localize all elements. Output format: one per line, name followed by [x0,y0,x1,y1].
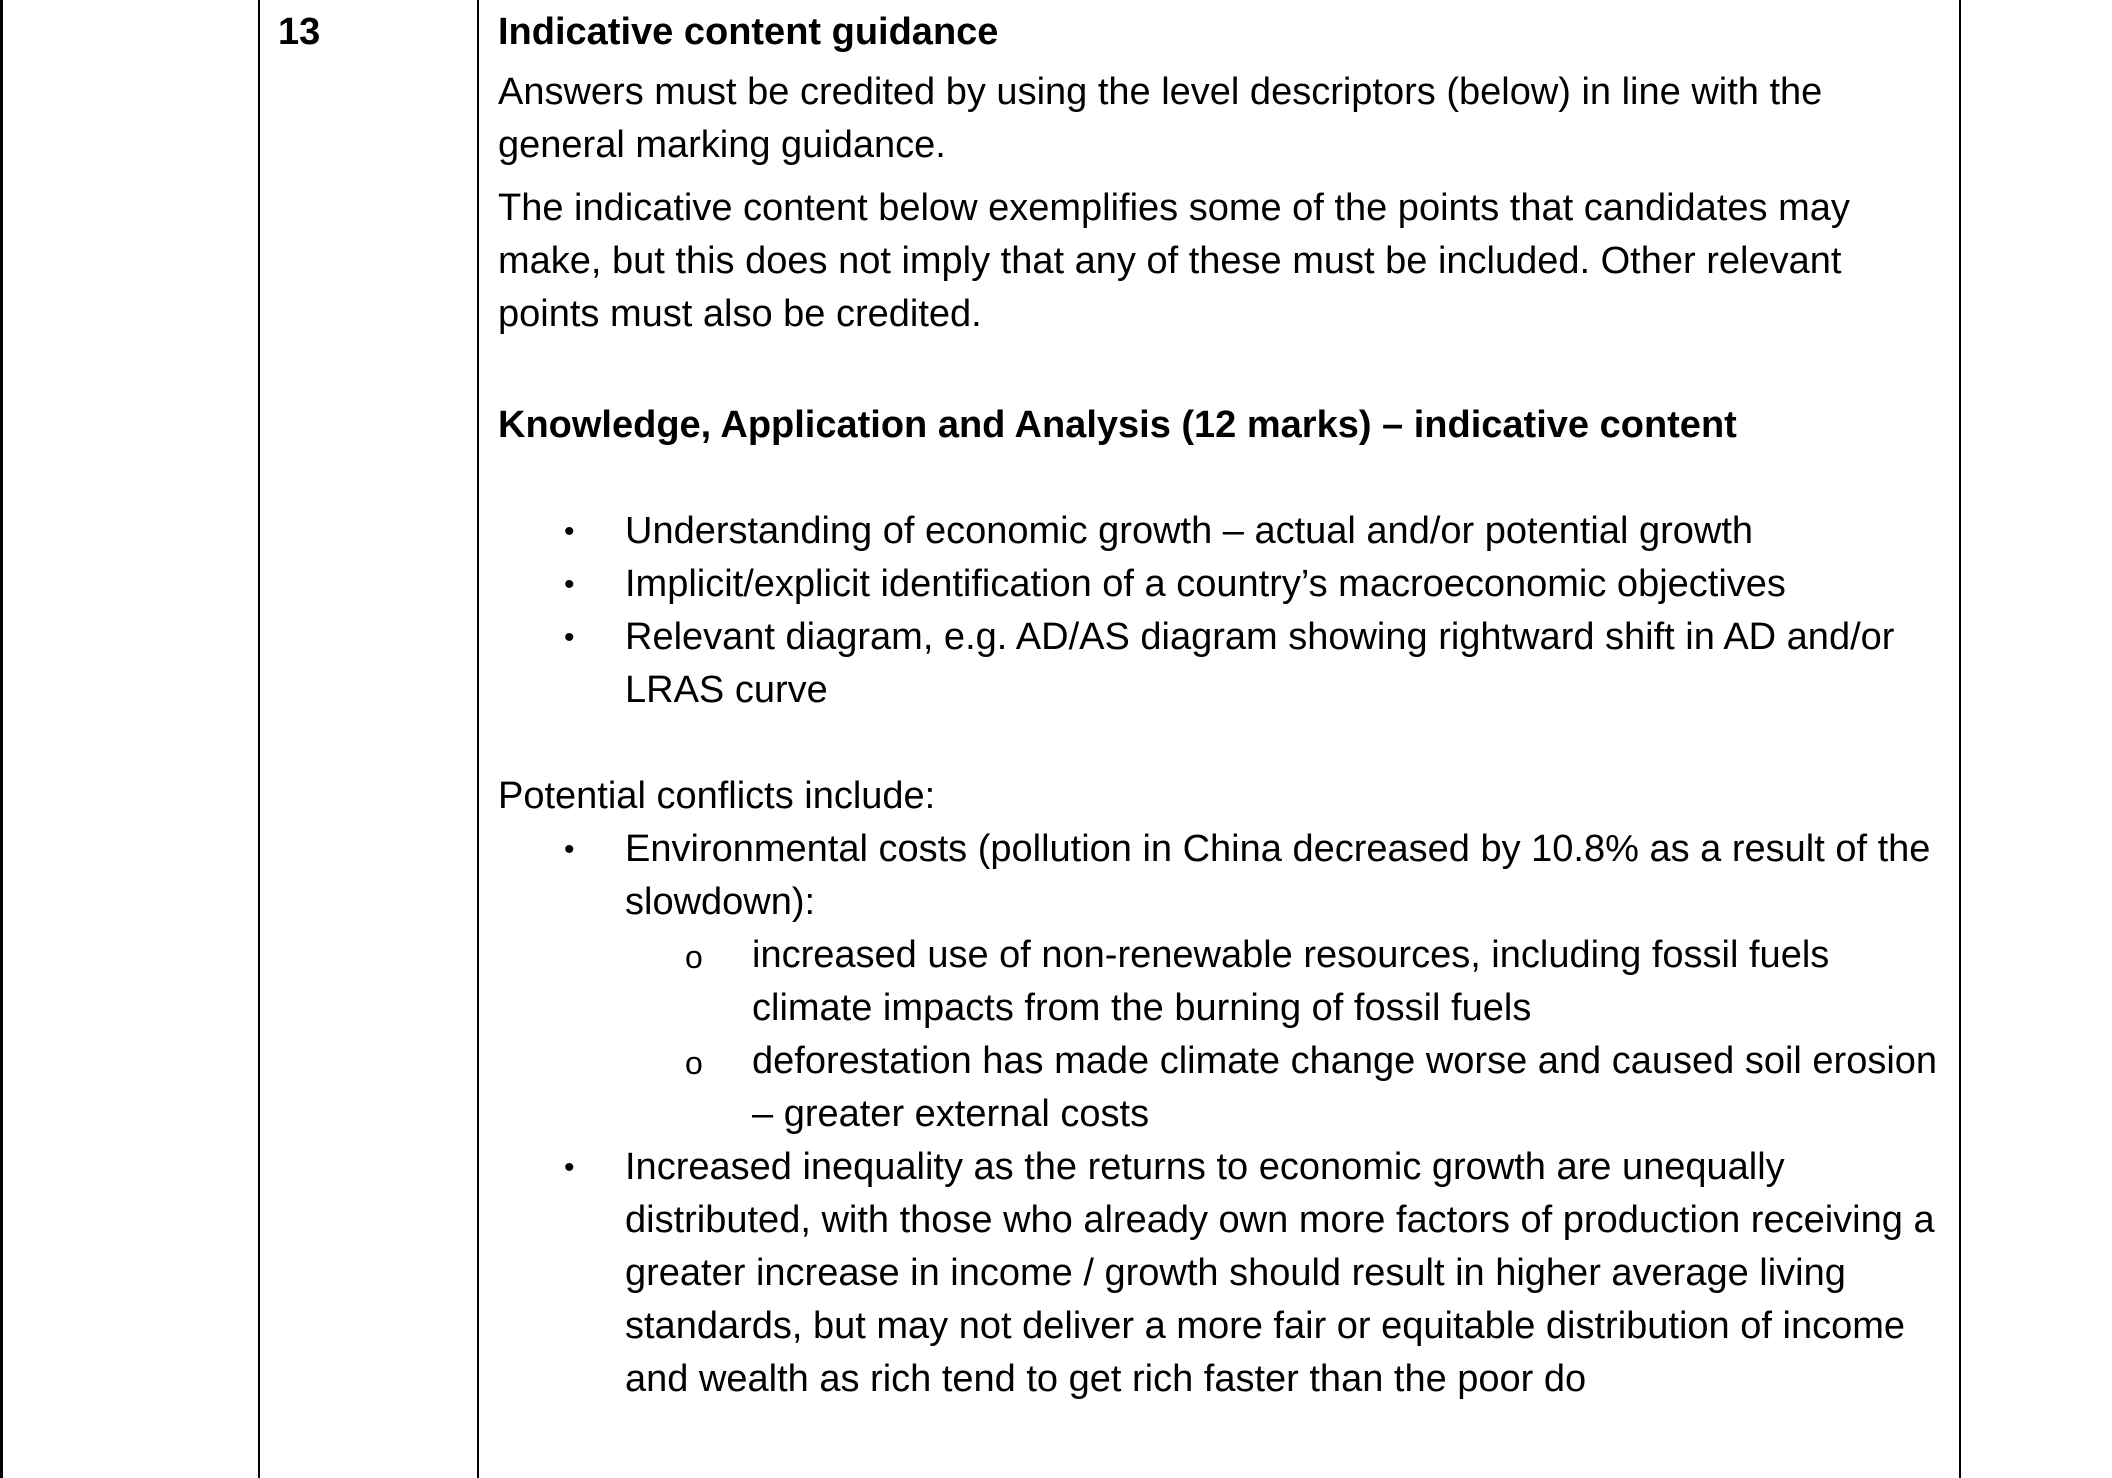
conflicts-label: Potential conflicts include: [498,775,936,817]
bullet-icon: • [564,1151,575,1184]
list-item-text: Increased inequality as the returns to economic growth are unequally distributed, with those who already own more factors of production receiving a greater increase in income / growth should result in higher average living standards, but may not deliver a more fair or equitable distribution of income and wealth as rich tend to get rich faster than the poor do [625,1146,1935,1400]
guidance-cell [498,8,1946,1406]
table-border-column-2 [477,0,479,1478]
guidance-paragraph: Answers must be credited by using the level descriptors (below) in line with the general marking guidance. [498,71,1823,166]
sub-list-item-text: increased use of non-renewable resources, including fossil fuels climate impacts from the burning of fossil fuels [752,934,1830,1029]
table-border-left [0,0,3,1478]
sub-list-item [625,929,1946,1035]
list-item [498,558,1946,611]
list-item [498,823,1946,1141]
question-number: 13 [278,11,321,53]
table-border-right [1959,0,1961,1478]
list-item [498,611,1946,717]
sub-list-item [625,1035,1946,1141]
hollow-bullet-icon: o [685,939,703,975]
conflicts-list [498,823,1946,1406]
sub-list-item-text: deforestation has made climate change worse and caused soil erosion – greater external costs [752,1040,1938,1135]
bullet-icon: • [564,515,575,548]
bullet-icon: • [564,833,575,866]
list-item-text: Understanding of economic growth – actual and/or potential growth [625,510,1754,552]
ka-heading: Knowledge, Application and Analysis (12 marks) – indicative content [498,404,1737,446]
list-item [498,1141,1946,1406]
list-item-text: Implicit/explicit identification of a country’s macroeconomic objectives [625,563,1786,605]
ka-points-list [498,505,1946,717]
guidance-paragraph: The indicative content below exemplifies some of the points that candidates may make, but this does not imply that any of these must be included. Other relevant points must also be credited. [498,187,1850,335]
bullet-icon: • [564,568,575,601]
table-border-column-1 [258,0,260,1478]
sub-list [625,929,1946,1141]
bullet-icon: • [564,621,575,654]
hollow-bullet-icon: o [685,1045,703,1081]
list-item-text: Environmental costs (pollution in China decreased by 10.8% as a result of the slowdown): [625,828,1931,923]
list-item [498,505,1946,558]
section-heading: Indicative content guidance [498,11,999,53]
list-item-text: Relevant diagram, e.g. AD/AS diagram showing rightward shift in AD and/or LRAS curve [625,616,1895,711]
